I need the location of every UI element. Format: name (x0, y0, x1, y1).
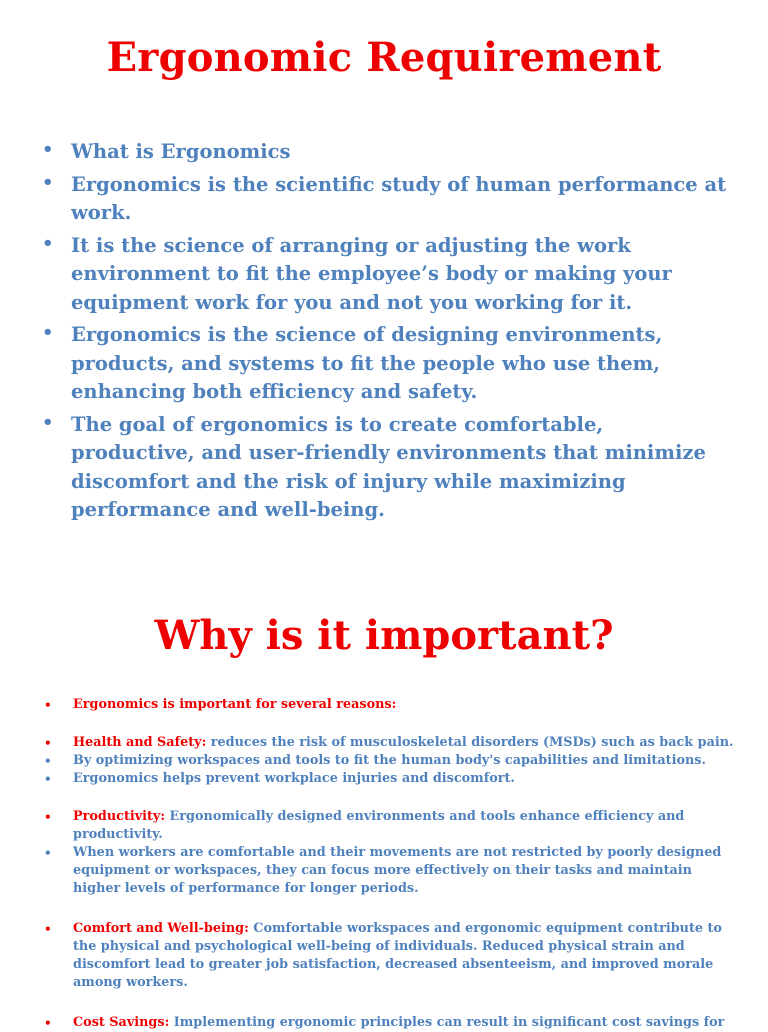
list-item: • Ergonomics is the scientific study of human performance at work. (40, 171, 730, 228)
list-item (44, 920, 734, 992)
list-item (44, 808, 734, 844)
list-item: • What is Ergonomics (40, 138, 730, 167)
list-item: • It is the science of arranging or adjusting the work environment to fit the employee’s body or making your equipment work for you and not you working for it. (40, 232, 730, 318)
reasons-bullet-list (44, 696, 734, 1032)
health-text: reduces the risk of musculoskeletal disorders (MSDs) such as back pain. (206, 735, 734, 750)
list-item (44, 1014, 734, 1032)
comfort-text: Comfortable workspaces and ergonomic equipment contribute to the physical and psychological well-being of individuals. Reduced physical strain and discomfort lead to greater job satisfaction, decreased absenteeism, and improved morale among workers. (73, 921, 722, 990)
reasons-intro: Ergonomics is important for several reasons: (73, 697, 397, 712)
page-title: Ergonomic Requirement (106, 34, 662, 81)
intro-bullet-list (40, 138, 730, 529)
health-lead: Health and Safety: (73, 735, 207, 750)
productivity-lead: Productivity: (73, 809, 166, 824)
list-item (44, 734, 734, 752)
list-item (44, 696, 734, 714)
section-title: Why is it important? (154, 612, 614, 659)
list-item: • The goal of ergonomics is to create comfortable, productive, and user-friendly environments that minimize discomfort and the risk of injury while maximizing performance and well-being. (40, 411, 730, 525)
list-item: • Ergonomics helps prevent workplace injuries and discomfort. (44, 770, 734, 788)
list-item: • Ergonomics is the science of designing environments, products, and systems to fit the people who use them, enhancing both efficiency and safety. (40, 321, 730, 407)
cost-lead: Cost Savings: (73, 1015, 170, 1030)
productivity-text: Ergonomically designed environments and tools enhance efficiency and productivity. (73, 809, 685, 842)
list-item: • When workers are comfortable and their movements are not restricted by poorly designed equipment or workspaces, they can focus more effectively on their tasks and maintain higher levels of performance for longer periods. (44, 844, 734, 898)
list-item: • By optimizing workspaces and tools to fit the human body's capabilities and limitations. (44, 752, 734, 770)
cost-text: Implementing ergonomic principles can result in significant cost savings for (169, 1015, 725, 1030)
comfort-lead: Comfort and Well-being: (73, 921, 249, 936)
